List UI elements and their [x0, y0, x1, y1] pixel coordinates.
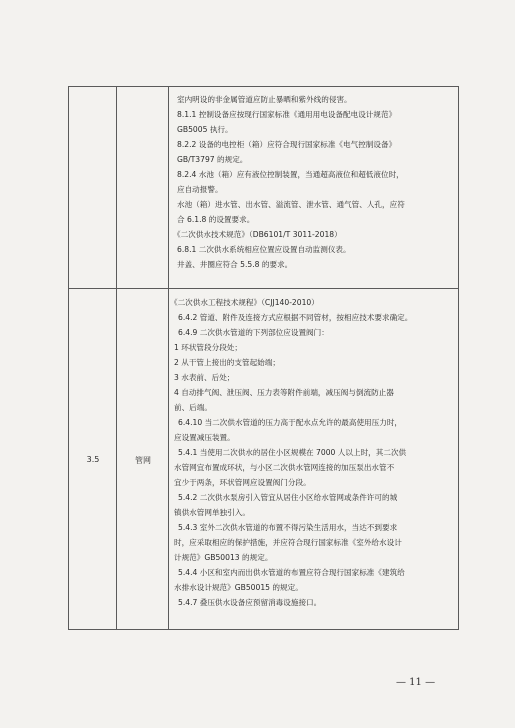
text-line: 合 6.1.8 的设置要求。 — [177, 215, 255, 224]
column-divider — [116, 87, 117, 629]
text-line: 5.4.7 叠压供水设备应预留消毒设施接口。 — [178, 598, 322, 607]
text-line: 5.4.1 当使用二次供水的居住小区规模在 7000 人以上时，其二次供 — [178, 448, 407, 457]
text-line: 2 从干管上接出的支管起始端； — [174, 358, 280, 367]
text-line: 6.8.1 二次供水系统相应位置应设置自动监测仪表。 — [177, 245, 351, 254]
text-line: 6.4.10 当二次供水管道的压力高于配水点允许的最高使用压力时， — [178, 418, 403, 427]
text-line: 5.4.4 小区和室内而出供水管道的布置应符合现行国家标准《建筑给 — [178, 568, 405, 577]
text-line: 时，应采取相应的保护措施，并应符合现行国家标准《室外给水设计 — [174, 538, 402, 547]
text-line: 8.2.4 水池（箱）应有液位控制装置，当通超高液位和超低液位时， — [177, 170, 404, 179]
text-line: 水排水设计规范》GB50015 的规定。 — [174, 583, 303, 592]
text-line: 应设置减压装置。 — [174, 433, 235, 442]
text-line: 水管网宜布置成环状，与小区二次供水管网连接的加压泵出水管不 — [174, 463, 395, 472]
text-line: 前、后端。 — [174, 403, 212, 412]
text-line: 水池（箱）进水管、出水管、溢流管、泄水管、通气管、人孔，应符 — [177, 200, 405, 209]
text-line: GB/T3797 的规定。 — [177, 155, 248, 164]
column-divider — [168, 87, 169, 629]
text-line: 5.4.2 二次供水泵房引入管宜从居住小区给水管网或条件许可的城 — [178, 493, 398, 502]
text-line: 《二次供水技术规范》（DB6101/T 3011-2018） — [173, 230, 342, 239]
standards-table — [68, 86, 459, 630]
text-line: 室内明设的非金属管道应防止暴晒和紫外线的侵害。 — [177, 95, 352, 104]
text-line: 计规范》GB50013 的规定。 — [174, 553, 273, 562]
text-line: 8.1.1 控制设备应按现行国家标准《通用用电设备配电设计规范》 — [177, 110, 397, 119]
page-number: — 11 — — [396, 677, 436, 688]
row-divider — [69, 288, 458, 289]
row-number: 3.5 — [86, 455, 100, 464]
text-line: 《二次供水工程技术规程》（CJJ140-2010） — [170, 298, 319, 307]
upper-row-content — [173, 92, 452, 272]
lower-row-content — [170, 295, 452, 610]
text-line: 1 环状管段分段处； — [174, 343, 242, 352]
text-line: 应自动报警。 — [177, 185, 223, 194]
text-line: 井盖、井圈应符合 5.5.8 的要求。 — [177, 260, 293, 269]
text-line: 6.4.2 管道、附件及连接方式应根据不同管材，按相应技术要求确定。 — [178, 313, 413, 322]
row-name: 管网 — [135, 456, 151, 465]
text-line: GB5005 执行。 — [177, 125, 233, 134]
text-line: 宜少于两条，环状管网应设置阀门分段。 — [174, 478, 311, 487]
text-line: 4 自动排气阀、泄压阀、压力表等附件前端，减压阀与倒流防止器 — [174, 388, 394, 397]
text-line: 3 水表前、后处； — [174, 373, 235, 382]
text-line: 镇供水管网单独引入。 — [174, 508, 250, 517]
text-line: 5.4.3 室外二次供水管道的布置不得污染生活用水，当达不到要求 — [178, 523, 398, 532]
text-line: 6.4.9 二次供水管道的下列部位应设置阀门： — [178, 328, 329, 337]
text-line: 8.2.2 设备的电控柜（箱）应符合现行国家标准《电气控制设备》 — [177, 140, 397, 149]
